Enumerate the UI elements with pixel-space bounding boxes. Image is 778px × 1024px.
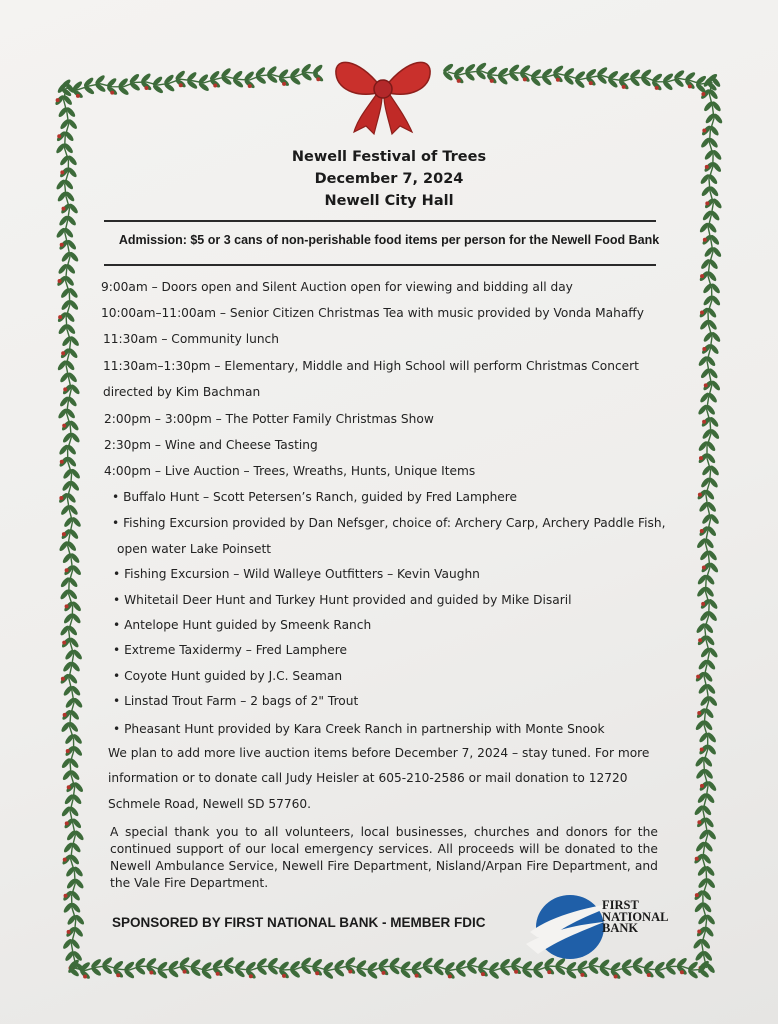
schedule-line: 4:00pm – Live Auction – Trees, Wreaths, Hunts, Unique Items — [104, 464, 476, 478]
red-bow-icon — [328, 52, 438, 138]
auction-item: • Pheasant Hunt provided by Kara Creek Ranch in partnership with Monte Snook — [113, 722, 605, 736]
more-info-line: We plan to add more live auction items before December 7, 2024 – stay tuned. For more — [108, 746, 650, 760]
divider-top — [104, 220, 656, 222]
auction-item: • Antelope Hunt guided by Smeenk Ranch — [113, 618, 372, 632]
sponsor-line: SPONSORED BY FIRST NATIONAL BANK - MEMBER FDIC — [112, 915, 486, 930]
thank-you-paragraph: A special thank you to all volunteers, local businesses, churches and donors for the continued support of our local emergency services. All proceeds will be donated to the Newell Ambulance Service, Newell Fire Department, Nisland/Arpan Fire Department, and the Vale Fire Department. — [110, 825, 658, 890]
event-title: Newell Festival of Trees — [291, 149, 487, 165]
event-venue: Newell City Hall — [324, 193, 454, 209]
schedule-line: 11:30am – Community lunch — [103, 332, 279, 346]
auction-item-continued: open water Lake Poinsett — [117, 542, 272, 556]
auction-item: • Coyote Hunt guided by J.C. Seaman — [113, 669, 343, 683]
bank-logo-line: FIRST — [602, 898, 639, 912]
admission-text: Admission: $5 or 3 cans of non-perishable food items per person for the Newell Food Bank — [118, 233, 660, 247]
event-header — [0, 146, 778, 212]
auction-item: • Buffalo Hunt – Scott Petersen’s Ranch, guided by Fred Lamphere — [112, 490, 518, 504]
auction-item: • Linstad Trout Farm – 2 bags of 2" Trout — [113, 694, 359, 708]
schedule-line: 10:00am–11:00am – Senior Citizen Christmas Tea with music provided by Vonda Mahaffy — [101, 306, 644, 320]
bank-logo-text — [602, 900, 668, 935]
bank-logo-line: NATIONAL — [602, 909, 669, 924]
auction-item: • Whitetail Deer Hunt and Turkey Hunt provided and guided by Mike Disaril — [113, 593, 572, 607]
bank-logo-line: BANK — [602, 921, 639, 935]
schedule-line: 11:30am–1:30pm – Elementary, Middle and High School will perform Christmas Concert — [103, 359, 639, 373]
schedule-line: 9:00am – Doors open and Silent Auction open for viewing and bidding all day — [101, 280, 573, 294]
more-info-line: Schmele Road, Newell SD 57760. — [108, 797, 311, 811]
event-date: December 7, 2024 — [314, 171, 464, 187]
more-info-line: information or to donate call Judy Heisler at 605-210-2586 or mail donation to 12720 — [108, 771, 628, 785]
auction-item: • Fishing Excursion – Wild Walleye Outfitters – Kevin Vaughn — [113, 567, 480, 581]
auction-item: • Fishing Excursion provided by Dan Nefsger, choice of: Archery Carp, Archery Paddle Fish, — [112, 516, 666, 530]
schedule-line: 2:00pm – 3:00pm – The Potter Family Christmas Show — [104, 412, 434, 426]
divider-bottom — [104, 264, 656, 266]
auction-item: • Extreme Taxidermy – Fred Lamphere — [113, 643, 347, 657]
schedule-line: directed by Kim Bachman — [103, 385, 261, 399]
schedule-line: 2:30pm – Wine and Cheese Tasting — [104, 438, 318, 452]
